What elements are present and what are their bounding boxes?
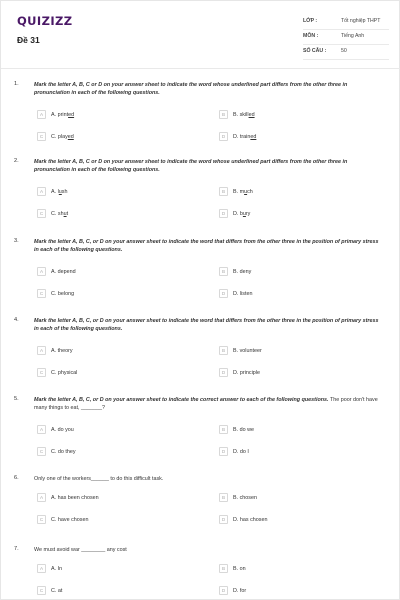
option-d[interactable]: [219, 368, 260, 377]
option-d[interactable]: [219, 447, 249, 456]
option-underlined-part: ed: [250, 133, 257, 140]
option-letter-box: B: [219, 187, 228, 196]
option-text: D. do I: [233, 448, 249, 455]
option-text: B. m: [233, 188, 245, 195]
question-text: [34, 81, 379, 97]
option-a[interactable]: [37, 346, 73, 355]
option-a[interactable]: [37, 493, 99, 502]
option-text: B. chosen: [233, 494, 257, 501]
option-letter-box: A: [37, 493, 46, 502]
option-letter-box: B: [219, 110, 228, 119]
option-label: [51, 566, 62, 572]
option-text: C. physical: [51, 369, 78, 376]
option-label: [233, 211, 250, 217]
option-letter-box: B: [219, 564, 228, 573]
option-d[interactable]: [219, 515, 267, 524]
option-letter-box: A: [37, 267, 46, 276]
option-c[interactable]: [37, 289, 74, 298]
option-letter-box: A: [37, 346, 46, 355]
option-label: [51, 370, 77, 376]
question-number: 5.: [14, 396, 19, 402]
option-label: [51, 134, 74, 140]
option-text: D. for: [233, 587, 247, 594]
option-text: B. on: [233, 565, 246, 572]
option-text-suffix: t: [66, 210, 69, 217]
question-text: [34, 158, 379, 174]
meta-count-value: 50: [341, 48, 347, 54]
option-label: [233, 370, 260, 376]
option-d[interactable]: [219, 209, 250, 218]
document-title: Đề 31: [17, 35, 40, 45]
option-letter-box: B: [219, 267, 228, 276]
option-letter-box: D: [219, 586, 228, 595]
option-b[interactable]: [219, 110, 255, 119]
option-text: B. volunteer: [233, 347, 262, 354]
meta-count-label: SỐ CÂU :: [303, 48, 327, 54]
option-text: B. do we: [233, 426, 254, 433]
option-text: A. do you: [51, 426, 74, 433]
option-letter-box: C: [37, 447, 46, 456]
option-a[interactable]: [37, 187, 68, 196]
meta-subject-label: MÔN :: [303, 33, 319, 39]
option-label: [51, 348, 73, 354]
option-b[interactable]: [219, 493, 257, 502]
question-text: [34, 396, 379, 412]
option-letter-box: C: [37, 368, 46, 377]
option-text: D. train: [233, 133, 251, 140]
option-label: [233, 189, 253, 195]
option-text: C. have chosen: [51, 516, 89, 523]
option-letter-box: C: [37, 289, 46, 298]
question-number: 2.: [14, 158, 19, 164]
option-underlined-part: u: [58, 188, 62, 195]
meta-class-value: Tốt nghiệp THPT: [341, 18, 381, 24]
option-underlined-part: ed: [68, 111, 75, 118]
question-text: [34, 546, 379, 554]
question-instruction: Mark the letter A, B, C or D on your answer sheet to indicate the word whose underlined part differs from the other three in pronunciation in each of the following questions.: [34, 159, 348, 174]
option-d[interactable]: [219, 132, 256, 141]
worksheet-header: [1, 1, 400, 69]
option-label: [233, 291, 252, 297]
option-b[interactable]: [219, 187, 253, 196]
option-b[interactable]: [219, 564, 246, 573]
option-text: D. listen: [233, 290, 253, 297]
option-label: [51, 517, 88, 523]
option-text: C. at: [51, 587, 63, 594]
option-letter-box: B: [219, 493, 228, 502]
option-label: [233, 588, 246, 594]
meta-subject-value: Tiếng Anh: [341, 33, 365, 39]
option-letter-box: D: [219, 132, 228, 141]
option-text: A. l: [51, 188, 59, 195]
option-text: C. sh: [51, 210, 64, 217]
option-label: [51, 211, 68, 217]
option-letter-box: C: [37, 515, 46, 524]
option-a[interactable]: [37, 267, 76, 276]
question-stem: We must avoid war ________ any cost: [34, 547, 127, 553]
meta-subject: [303, 33, 364, 39]
option-letter-box: C: [37, 209, 46, 218]
option-letter-box: D: [219, 368, 228, 377]
option-c[interactable]: [37, 515, 88, 524]
question-text: [34, 317, 379, 333]
question-instruction: Mark the letter A, B, C or D on your answer sheet to indicate the word whose underlined part differs from the other three in pronunciation in each of the following questions.: [34, 82, 348, 97]
option-letter-box: B: [219, 346, 228, 355]
option-text-suffix: ry: [245, 210, 251, 217]
option-label: [51, 189, 68, 195]
option-b[interactable]: [219, 346, 262, 355]
option-text-suffix: ch: [247, 188, 253, 195]
option-letter-box: D: [219, 515, 228, 524]
question-number: 7.: [14, 546, 19, 552]
option-letter-box: D: [219, 289, 228, 298]
option-label: [51, 112, 74, 118]
option-letter-box: D: [219, 447, 228, 456]
option-label: [51, 291, 74, 297]
option-text: C. do they: [51, 448, 76, 455]
option-text: C. belong: [51, 290, 75, 297]
option-letter-box: C: [37, 586, 46, 595]
option-text: C. play: [51, 133, 68, 140]
option-text-suffix: sh: [61, 188, 68, 195]
meta-divider: [303, 59, 389, 60]
question-number: 4.: [14, 317, 19, 323]
question-instruction: Mark the letter A, B, C, or D on your answer sheet to indicate the word that differs from the other three in the position of primary stress in each of the following questions.: [34, 239, 379, 254]
meta-class-label: LỚP :: [303, 18, 318, 24]
option-letter-box: B: [219, 425, 228, 434]
option-underlined-part: u: [244, 188, 248, 195]
option-label: [233, 427, 254, 433]
option-letter-box: A: [37, 564, 46, 573]
option-text: A. theory: [51, 347, 73, 354]
option-label: [233, 566, 246, 572]
option-c[interactable]: [37, 368, 77, 377]
question-instruction: Mark the letter A, B, C, or D on your answer sheet to indicate the correct answer to each of the following questions.: [34, 397, 329, 403]
option-d[interactable]: [219, 289, 252, 298]
option-c[interactable]: [37, 209, 68, 218]
meta-count: [303, 48, 347, 54]
option-b[interactable]: [219, 267, 251, 276]
option-underlined-part: ed: [67, 133, 74, 140]
option-label: [233, 449, 249, 455]
option-d[interactable]: [219, 586, 246, 595]
question-text: [34, 475, 379, 483]
meta-divider: [303, 29, 389, 30]
option-text: B. skill: [233, 111, 249, 118]
option-text: D. b: [233, 210, 243, 217]
option-c[interactable]: [37, 132, 74, 141]
option-label: [233, 269, 251, 275]
option-label: [233, 112, 255, 118]
question-instruction: Mark the letter A, B, C, or D on your answer sheet to indicate the word that differs from the other three in the position of primary stress in each of the following questions.: [34, 318, 379, 333]
option-label: [51, 588, 62, 594]
option-text: A. depend: [51, 268, 76, 275]
quizizz-logo: QUIZIZZ: [17, 14, 73, 28]
question-stem: Only one of the workers______ to do this difficult task.: [34, 476, 164, 482]
option-label: [51, 495, 99, 501]
option-letter-box: A: [37, 425, 46, 434]
option-c[interactable]: [37, 447, 76, 456]
option-a[interactable]: [37, 564, 62, 573]
option-b[interactable]: [219, 425, 254, 434]
option-letter-box: C: [37, 132, 46, 141]
option-text: A. In: [51, 565, 63, 572]
option-text: B. deny: [233, 268, 252, 275]
question-number: 3.: [14, 238, 19, 244]
option-label: [51, 427, 74, 433]
option-text: A. has been chosen: [51, 494, 99, 501]
option-letter-box: A: [37, 187, 46, 196]
option-label: [233, 348, 262, 354]
meta-class: [303, 18, 380, 24]
option-a[interactable]: [37, 110, 74, 119]
option-text: D. principle: [233, 369, 260, 376]
option-underlined-part: ed: [248, 111, 255, 118]
option-c[interactable]: [37, 586, 62, 595]
option-underlined-part: u: [63, 210, 67, 217]
question-stem: The poor don't have many things to eat, _______?: [34, 397, 378, 412]
option-a[interactable]: [37, 425, 74, 434]
question-number: 6.: [14, 475, 19, 481]
question-text: [34, 238, 379, 254]
option-label: [233, 517, 267, 523]
option-letter-box: A: [37, 110, 46, 119]
option-label: [233, 134, 256, 140]
question-number: 1.: [14, 81, 19, 87]
option-label: [51, 449, 76, 455]
option-label: [51, 269, 76, 275]
option-letter-box: D: [219, 209, 228, 218]
option-label: [233, 495, 257, 501]
option-text: A. print: [51, 111, 69, 118]
option-underlined-part: u: [242, 210, 246, 217]
option-text: D. has chosen: [233, 516, 268, 523]
meta-divider: [303, 44, 389, 45]
